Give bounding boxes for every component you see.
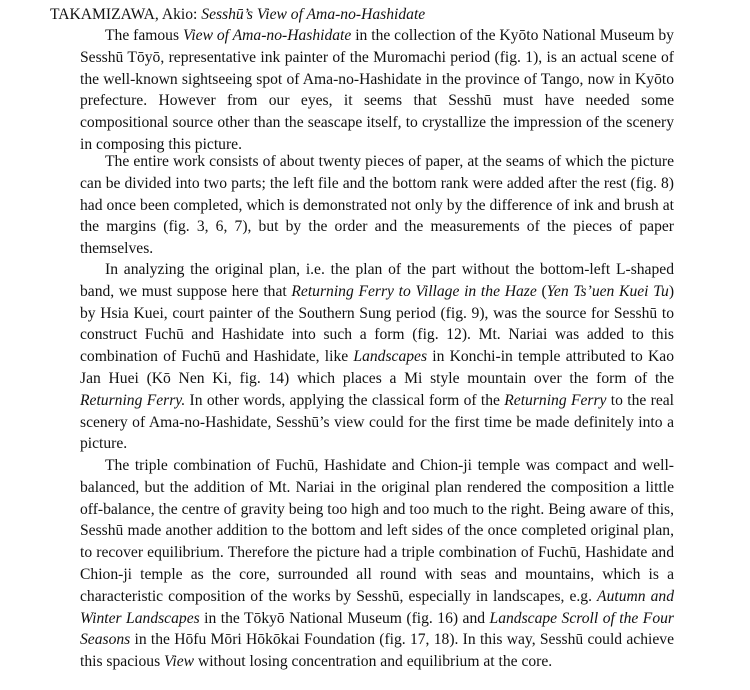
p3-text-3: ) by Hsia Kuei, court painter of the Southern Sung period (fig. 9), was the source for Sesshū to construct Fuchū and Hashidate into such a form (fig. 12). Mt. Nariai was added to this combination of Fuchū and Hashidate, like — [80, 282, 675, 366]
p3-text-1: In analyzing the original plan, i.e. the plan of the part without the bottom-left L-shaped band, we must suppose here that — [80, 261, 674, 300]
p1-text-1: The famous — [105, 27, 183, 44]
article-title: Sesshū’s View of Ama-no-Hashidate — [201, 6, 426, 23]
p3-italic-4: Returning Ferry. — [80, 391, 186, 409]
p3-italic-5: Returning Ferry — [504, 391, 607, 409]
p4-text-1: The triple combination of Fuchū, Hashidate and Chion-ji temple was compact and well-balanced, but the addition of Mt. Nariai in the original plan rendered the composition a little off-balance, the centre of gravity being too high and too much to the right. Being aware of this, Sesshū made another addition to the bottom and left sides of the once completed original plan, to recover equilibrium. Therefore the picture had a triple combination of Fuchū, Hashidate and Chion-ji temple as the core, surrounded all round with seas and mountains, which is a characteristic composition of the works by Sesshū, especially in landscapes, e.g. — [80, 457, 674, 605]
p4-italic-1: Autumn and Winter Landscapes — [80, 587, 674, 627]
p3-italic-2: Yen Ts’uen Kuei Tu — [546, 282, 669, 300]
p3-text-5: In other words, applying the classical form of the — [185, 391, 505, 409]
p4-text-4: without losing concentration and equilibrium at the core. — [194, 653, 553, 671]
p4-italic-2: Landscape Scroll of the Four Seasons — [80, 609, 674, 649]
p3-italic-3: Landscapes — [353, 348, 428, 366]
paragraph-2 — [80, 151, 674, 260]
p1-italic-1: View of Ama-no-Hashidate — [182, 27, 352, 44]
paragraph-3 — [80, 259, 674, 455]
p1-text-2: in the collection of the Kyōto National Museum by Sesshū Tōyō, representative ink painter of the Muromachi period (fig. 1), is an actual scene of the well-known sightseeing spot of Ama-no-Hashidate in the province of Tango, now in Kyōto prefecture. However from our eyes, it seems that Sesshū must have needed some compositional source other than the seascape itself, to crystallize the impression of the scenery in composing this picture. — [80, 27, 674, 153]
paragraph-1 — [80, 25, 674, 156]
p4-text-2: in the Tōkyō National Museum (fig. 16) and — [199, 609, 490, 627]
paragraph-4 — [80, 455, 674, 673]
p4-text-3: in the Hōfu Mōri Hōkōkai Foundation (fig. 17, 18). In this way, Sesshū could achieve this spacious — [80, 631, 674, 671]
p2-text-1: The entire work consists of about twenty pieces of paper, at the seams of which the picture can be divided into two parts; the left file and the bottom rank were added after the rest (fig. 8) had once been completed, which is demonstrated not only by the difference of ink and brush at the margins (fig. 3, 6, 7), but by the order and the measurements of the pieces of paper themselves. — [80, 153, 674, 258]
p4-italic-3: View — [164, 653, 195, 671]
p3-italic-1: Returning Ferry to Village in the Haze — [291, 282, 537, 300]
p3-text-4: in Konchi-in temple attributed to Kao Jan Huei (Kō Nen Ki, fig. 14) which places a Mi style mountain over the form of the — [80, 348, 674, 387]
article-header — [50, 4, 425, 26]
author-name: TAKAMIZAWA, Akio: — [50, 6, 202, 23]
p3-text-6: to the real scenery of Ama-no-Hashidate, Sesshū’s view could for the first time be made definitely into a picture. — [80, 391, 674, 453]
p3-text-2: ( — [536, 282, 547, 300]
